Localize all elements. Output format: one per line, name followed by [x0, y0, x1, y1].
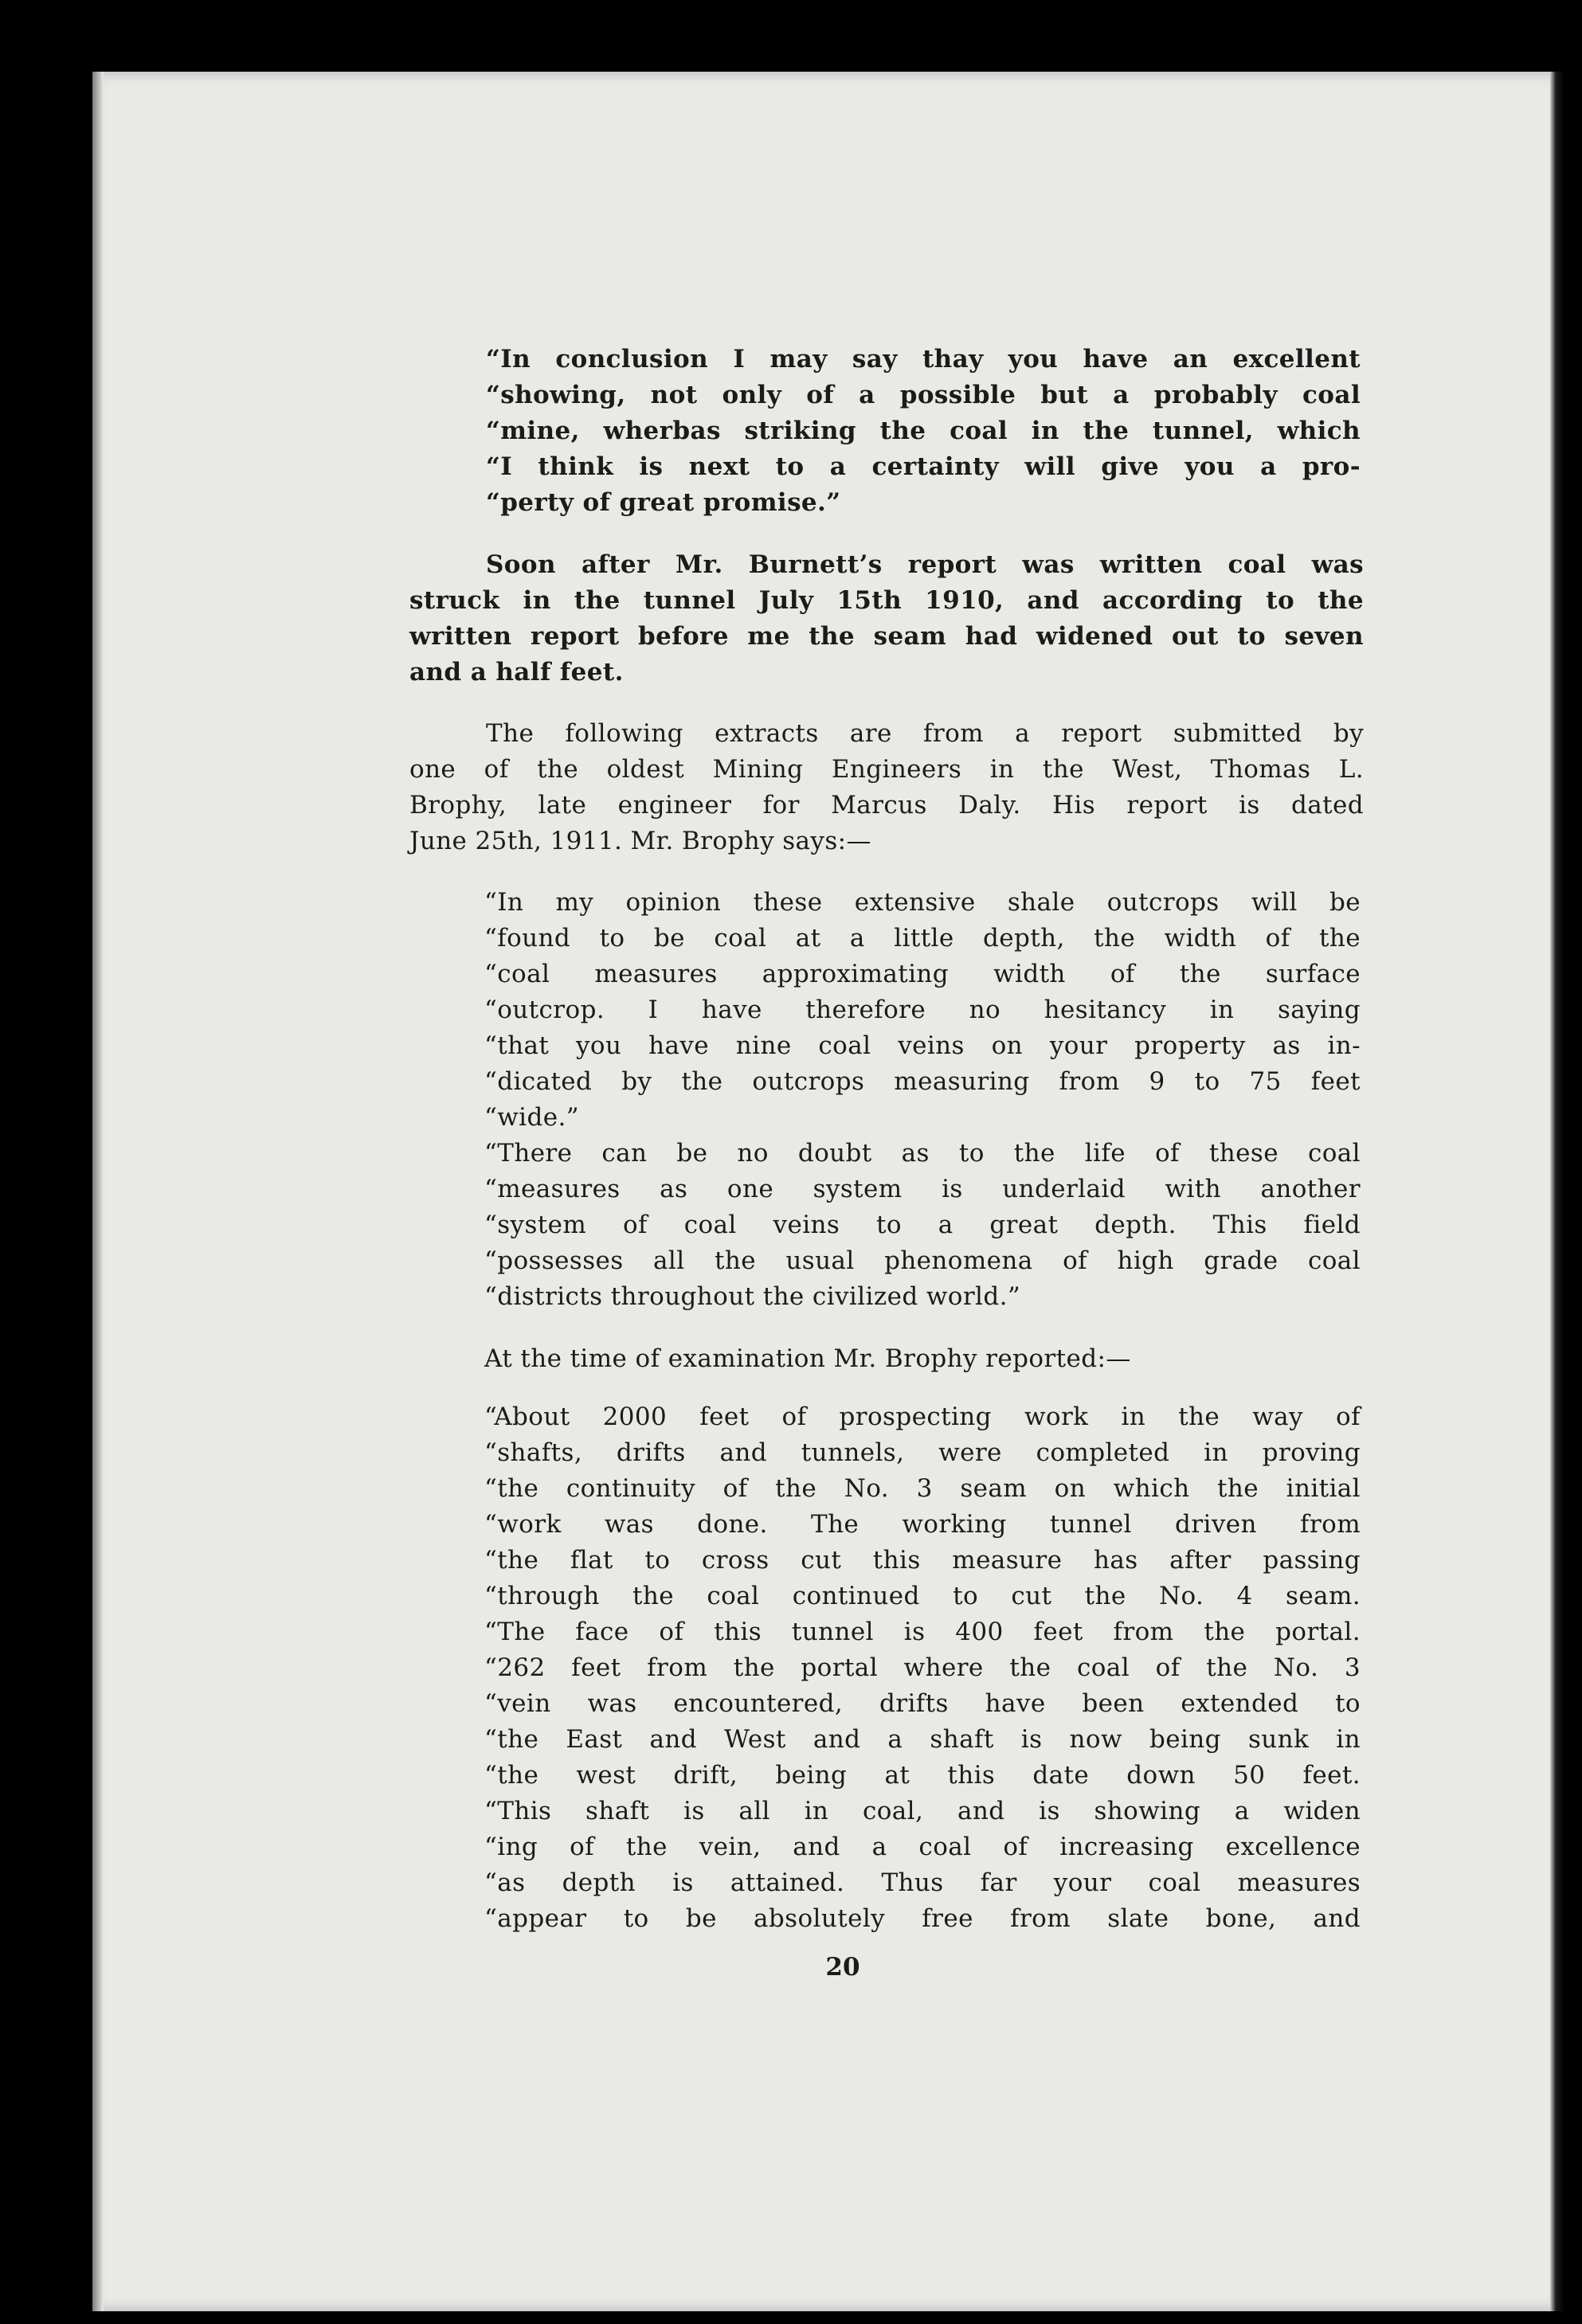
text-line: “work was done. The working tunnel driven from	[484, 1510, 1361, 1539]
text-line: “appear to be absolutely free from slate bone, and	[484, 1904, 1361, 1933]
text-line: “In conclusion I may say thay you have an excellent	[486, 345, 1361, 374]
page-text	[92, 72, 1564, 2311]
text-line: “the flat to cross cut this measure has after passing	[484, 1546, 1361, 1575]
text-line: “This shaft is all in coal, and is showing a widen	[484, 1797, 1361, 1825]
text-line: The following extracts are from a report submitted by	[486, 719, 1364, 748]
text-line: At the time of examination Mr. Brophy reported:—	[484, 1344, 1131, 1373]
text-line: “districts throughout the civilized world.”	[484, 1282, 1021, 1311]
text-line: and a half feet.	[409, 658, 624, 687]
text-line: “showing, not only of a possible but a probably coal	[486, 381, 1361, 409]
text-line: “the west drift, being at this date down 50 feet.	[484, 1761, 1361, 1790]
text-line: “outcrop. I have therefore no hesitancy in saying	[484, 996, 1361, 1024]
text-line: “that you have nine coal veins on your property as in-	[484, 1031, 1361, 1060]
text-line: “ing of the vein, and a coal of increasing excellence	[484, 1833, 1361, 1861]
text-line: “found to be coal at a little depth, the width of the	[484, 924, 1361, 953]
text-line: “as depth is attained. Thus far your coal measures	[484, 1868, 1361, 1897]
text-line: “About 2000 feet of prospecting work in the way of	[484, 1403, 1361, 1431]
text-line: “through the coal continued to cut the No. 4 seam.	[484, 1582, 1361, 1610]
page-number: 20	[825, 1953, 860, 1982]
text-line: “The face of this tunnel is 400 feet from the portal.	[484, 1618, 1361, 1646]
scan-left-margin	[0, 0, 96, 2324]
text-line: “the continuity of the No. 3 seam on which the initial	[484, 1474, 1361, 1503]
text-line: “There can be no doubt as to the life of these coal	[484, 1139, 1361, 1168]
text-line: “shafts, drifts and tunnels, were completed in proving	[484, 1438, 1361, 1467]
document-page	[92, 72, 1564, 2311]
text-line: June 25th, 1911. Mr. Brophy says:—	[409, 827, 871, 855]
text-line: one of the oldest Mining Engineers in the West, Thomas L.	[409, 755, 1364, 784]
text-line: “the East and West and a shaft is now being sunk in	[484, 1725, 1361, 1754]
text-line: Brophy, late engineer for Marcus Daly. His report is dated	[409, 791, 1364, 820]
text-line: Soon after Mr. Burnett’s report was written coal was	[486, 550, 1364, 579]
text-line: “system of coal veins to a great depth. This field	[484, 1211, 1361, 1239]
text-line: written report before me the seam had widened out to seven	[409, 622, 1364, 651]
text-line: “262 feet from the portal where the coal of the No. 3	[484, 1653, 1361, 1682]
text-line: “possesses all the usual phenomena of high grade coal	[484, 1246, 1361, 1275]
text-line: “mine, wherbas striking the coal in the tunnel, which	[486, 417, 1361, 445]
text-line: “coal measures approximating width of the surface	[484, 960, 1361, 988]
text-line: “wide.”	[484, 1103, 579, 1132]
text-line: “measures as one system is underlaid with another	[484, 1175, 1361, 1203]
text-line: struck in the tunnel July 15th 1910, and according to the	[409, 586, 1364, 615]
text-line: “In my opinion these extensive shale outcrops will be	[484, 888, 1361, 917]
text-line: “perty of great promise.”	[486, 488, 841, 517]
text-line: “dicated by the outcrops measuring from 9 to 75 feet	[484, 1067, 1361, 1096]
text-line: “vein was encountered, drifts have been extended to	[484, 1689, 1361, 1718]
text-line: “I think is next to a certainty will give you a pro-	[486, 452, 1361, 481]
